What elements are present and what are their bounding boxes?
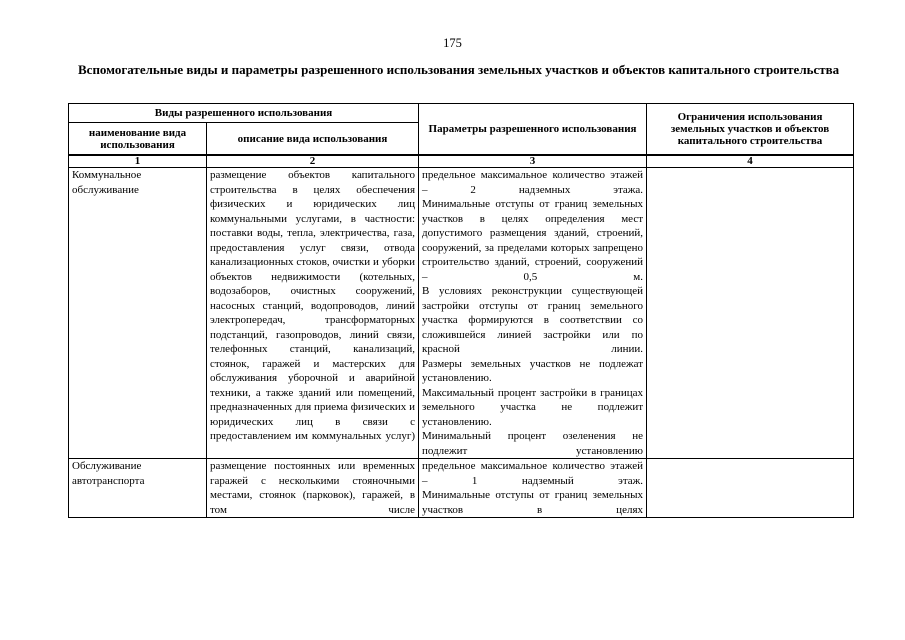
column-number: 1 [69, 155, 207, 168]
use-description: размещение объектов капитального строительства в целях обеспечения физических и юридических лиц коммунальными услугами, в частности: поставки воды, тепла, электричества, газа, предоставления услуг связи, отвода канализационных стоков, очистки и уборки объектов недвижимости (котельных, водозаборов, очистных сооружений, насосных станций, водопроводов, линий электропередач, трансформаторных подстанций, газопроводов, линий связи, телефонных станций, канализаций, стоянок, гаражей и мастерских для обслуживания уборочной и аварийной техники, а также зданий или помещений, предназначенных для приема физических и юридических лиц в связи с предоставлением им коммунальных услуг) [207, 168, 419, 459]
use-name: Обслуживание автотранспорта [69, 459, 207, 518]
use-limits [647, 168, 854, 459]
param-paragraph: Максимальный процент застройки в границах земельного участка не подлежит установлению. [422, 386, 644, 428]
use-name: Коммунальное обслуживание [69, 168, 207, 459]
param-paragraph: Минимальные отступы от границ земельных участков в целях [422, 489, 644, 516]
param-paragraph: Размеры земельных участков не подлежат установлению. [422, 357, 644, 384]
header-description: описание вида использования [207, 123, 419, 156]
table-row [69, 459, 854, 518]
column-number: 4 [647, 155, 854, 168]
column-number: 3 [419, 155, 647, 168]
use-params [419, 459, 647, 518]
table-row [69, 168, 854, 459]
header-group-uses: Виды разрешенного использования [69, 104, 419, 123]
header-name: наименование вида использования [69, 123, 207, 156]
header-params: Параметры разрешенного использования [419, 104, 647, 156]
use-params [419, 168, 647, 459]
page-number: 175 [443, 36, 462, 50]
param-paragraph: В условиях реконструкции существующей застройки отступы от границ земельного участка формируются в соответствии со сложившейся линией застройки или по красной линии. [422, 285, 644, 355]
param-paragraph: предельное максимальное количество этажей – 2 надземных этажа. [422, 169, 644, 196]
land-use-table [68, 103, 854, 518]
param-paragraph: предельное максимальное количество этажей – 1 надземный этаж. [422, 460, 644, 487]
param-paragraph: Минимальный процент озеленения не подлежит установлению [422, 430, 644, 457]
header-limits: Ограничения использования земельных участков и объектов капитального строительства [647, 104, 854, 156]
use-description: размещение постоянных или временных гаражей с несколькими стояночными местами, стоянок (парковок), гаражей, в том числе [207, 459, 419, 518]
column-number: 2 [207, 155, 419, 168]
document-title: Вспомогательные виды и параметры разрешенного использования земельных участков и объектов капитального строительства [78, 62, 840, 77]
param-paragraph: Минимальные отступы от границ земельных участков в целях определения мест допустимого размещения зданий, строений, сооружений, за пределами которых запрещено строительство зданий, строений, сооружений – 0,5 м. [422, 198, 644, 283]
use-limits [647, 459, 854, 518]
